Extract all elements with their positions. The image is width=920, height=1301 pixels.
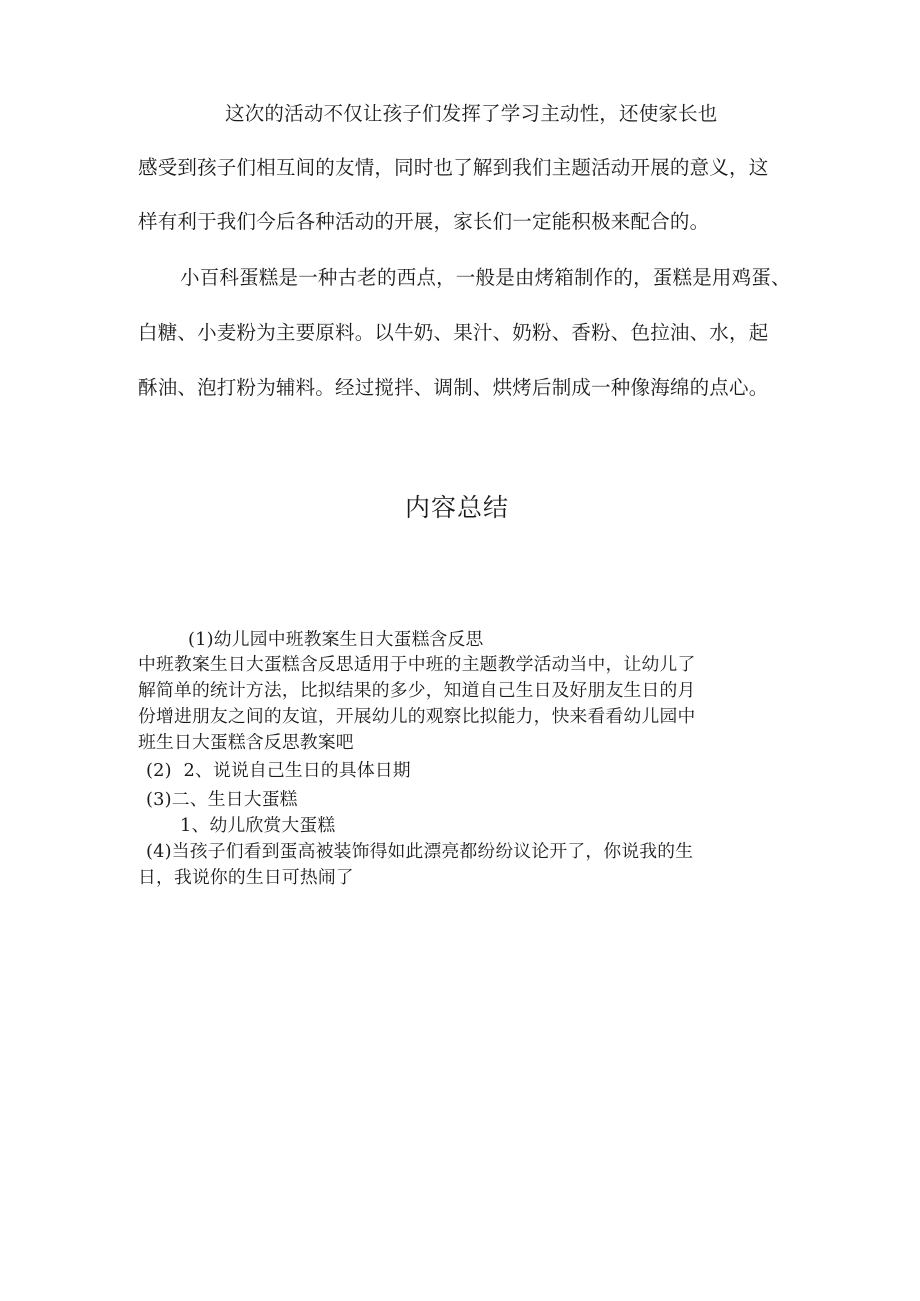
summary-line-9: (4)当孩子们看到蛋高被装饰得如此漂亮都纷纷议论开了，你说我的生 [146, 841, 694, 862]
paragraph1-line-1: 这次的活动不仅让孩子们发挥了学习主动性，还使家长也 [225, 102, 718, 125]
summary-title: 内容总结 [405, 493, 510, 522]
paragraph2-line-3: 酥油、泡打粉为辅料。经过搅拌、调制、烘烤后制成一种像海绵的点心。 [138, 376, 769, 399]
paragraph1-line-2: 感受到孩子们相互间的友情，同时也了解到我们主题活动开展的意义，这 [138, 156, 769, 179]
summary-line-6: (2) 2、说说自己生日的具体日期 [146, 760, 411, 781]
summary-line-3: 解简单的统计方法，比拟结果的多少，知道自己生日及好朋友生日的月 [138, 680, 696, 701]
summary-line-8: 1、幼儿欣赏大蛋糕 [180, 815, 336, 836]
summary-line-4: 份增进朋友之间的友谊，开展幼儿的观察比拟能力，快来看看幼儿园中 [138, 706, 696, 727]
summary-line-1: (1)幼儿园中班教案生日大蛋糕含反思 [188, 629, 484, 650]
paragraph2-line-2: 白糖、小麦粉为主要原料。以牛奶、果汁、奶粉、香粉、色拉油、水，起 [138, 321, 769, 344]
summary-line-5: 班生日大蛋糕含反思教案吧 [138, 732, 354, 753]
paragraph2-line-1: 小百科蛋糕是一种古老的西点，一般是由烤箱制作的，蛋糕是用鸡蛋、 [180, 266, 791, 289]
paragraph1-line-3: 样有利于我们今后各种活动的开展，家长们一定能积极来配合的。 [138, 210, 710, 233]
summary-line-7: (3)二、生日大蛋糕 [146, 789, 298, 810]
summary-line-10: 日，我说你的生日可热闹了 [138, 867, 354, 888]
summary-line-2: 中班教案生日大蛋糕含反思适用于中班的主题教学活动当中，让幼儿了 [138, 654, 696, 675]
